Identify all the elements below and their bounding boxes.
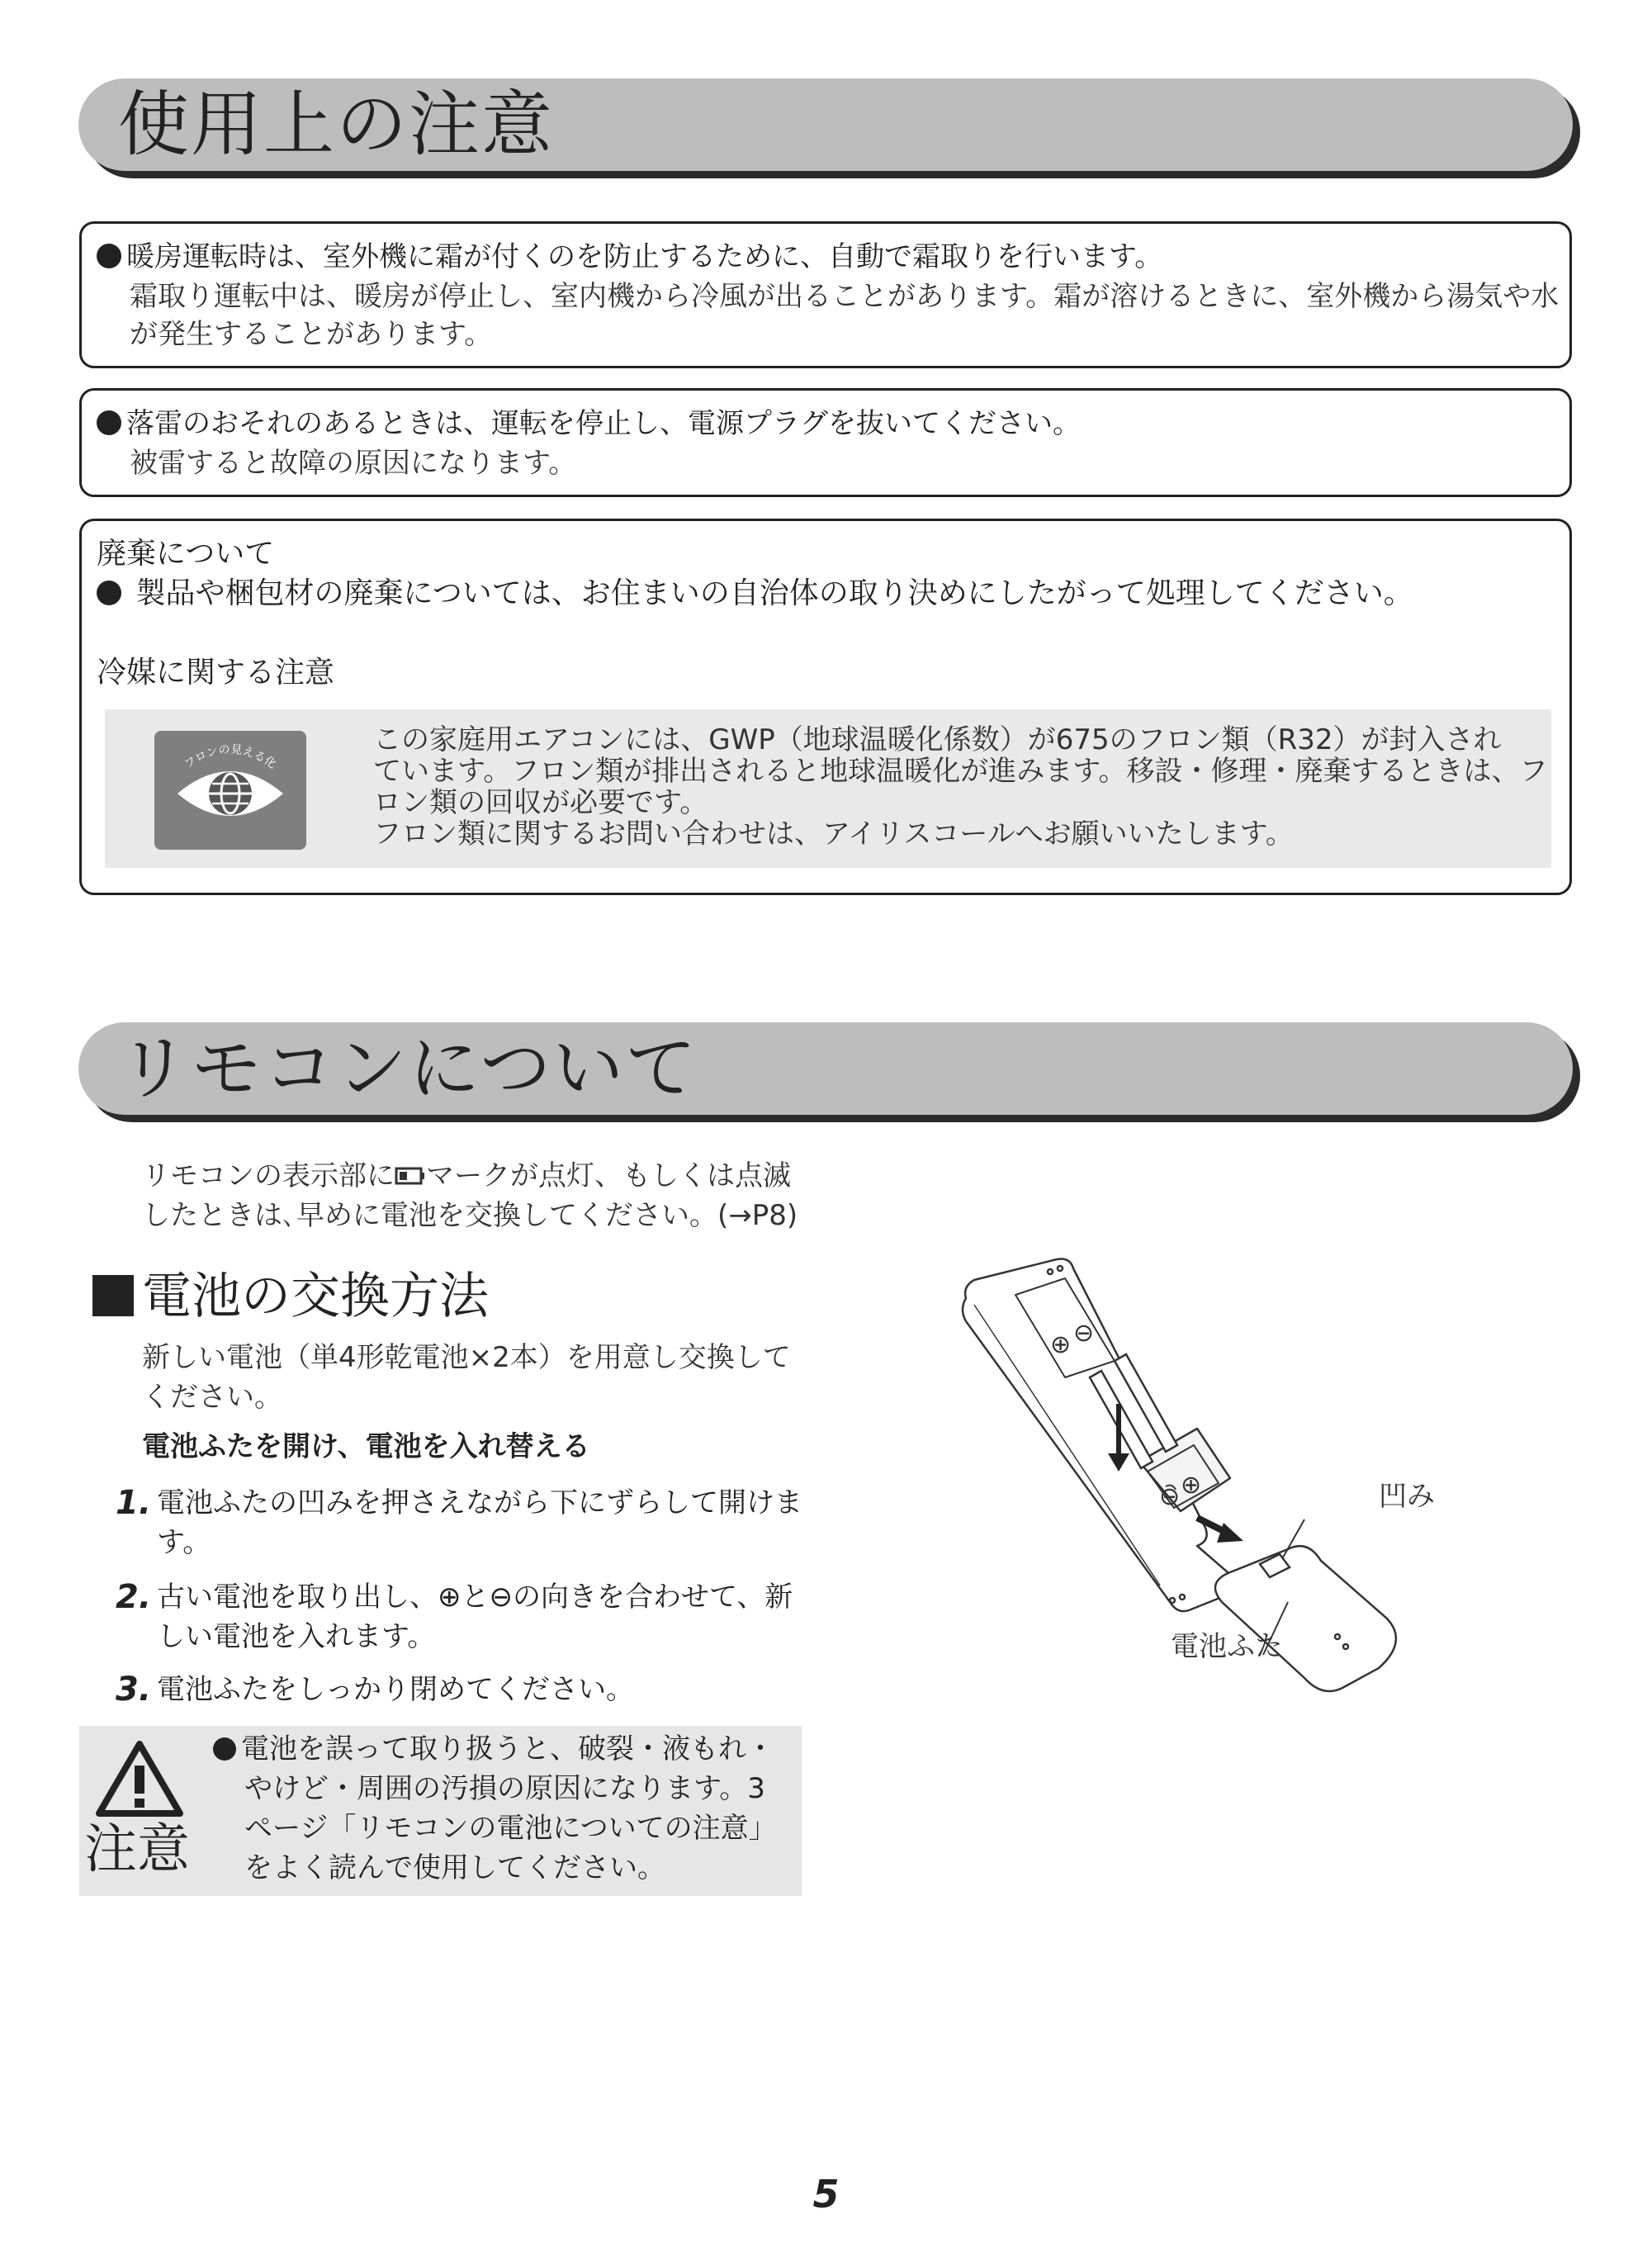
caution-line	[213, 1729, 774, 1769]
section-header-remote-control	[78, 1022, 1573, 1115]
square-bullet-icon	[92, 1275, 134, 1316]
caution-line: やけど・周囲の汚損の原因になります。3	[244, 1772, 765, 1805]
heading-text: 電池の交換方法	[142, 1268, 489, 1325]
prep-line: 新しい電池（単4形乾電池×2本）を用意し交換して	[142, 1341, 791, 1374]
intro-text: マークが点灯、もしくは点滅	[426, 1159, 791, 1192]
arrow-head-icon	[1217, 1523, 1243, 1543]
step-number: 3.	[116, 1671, 152, 1709]
intro-line: したときは､早めに電池を交換してください。(→P8)	[142, 1199, 798, 1232]
battery-cover-illustration	[1215, 1546, 1396, 1691]
bullet-icon	[213, 1737, 236, 1761]
step-text: 古い電池を取り出し、⊕と⊖の向きを合わせて、新	[157, 1581, 793, 1614]
svg-text:フロンの見える化	[182, 743, 279, 771]
refrigerant-text-line: ています。フロン類が排出されると地球温暖化が進みます。移設・修理・廃棄するときは、フ	[373, 755, 1548, 788]
notice-detail-line: 被雷すると故障の原因になります。	[130, 447, 577, 480]
notice-text: 落雷のおそれのあるときは、運転を停止し、電源プラグを抜いてください。	[126, 407, 1081, 440]
refrigerant-text-line: フロン類に関するお問い合わせは、アイリスコールへお願いいたします。	[373, 818, 1294, 851]
refrigerant-info-panel	[105, 709, 1551, 868]
intro-line	[142, 1156, 791, 1196]
refrigerant-text-line: ロン類の回収が必要です。	[373, 786, 708, 819]
caution-line: ページ「リモコンの電池についての注意」	[244, 1812, 777, 1845]
step-number: 2.	[116, 1578, 152, 1616]
step-text: す。	[157, 1526, 211, 1559]
minus-mark: ⊖	[1073, 1319, 1095, 1348]
caution-line: をよく読んで使用してください。	[244, 1851, 665, 1884]
notice-detail-line: 霜取り運転中は、暖房が停止し、室内機から冷風が出ることがあります。霜が溶けるときに、室外機から湯気や水	[130, 280, 1560, 313]
battery-replacement-heading	[92, 1267, 489, 1326]
logo-text: フロンの見える化	[182, 742, 279, 772]
eye-globe-icon	[154, 731, 306, 850]
section-title: 使用上の注意	[118, 83, 554, 166]
battery-cover-label: 電池ふた	[1171, 1630, 1283, 1663]
warning-triangle-icon	[94, 1739, 185, 1818]
notice-box-disposal-refrigerant	[79, 519, 1572, 895]
freon-visualization-logo	[154, 731, 306, 850]
disposal-bullet	[97, 576, 1413, 612]
recess-label: 凹み	[1379, 1480, 1435, 1513]
step-text: 電池ふたをしっかり閉めてください。	[157, 1673, 634, 1706]
bullet-icon	[97, 410, 121, 435]
remote-control-illustration	[963, 1258, 1236, 1611]
step-number: 1.	[116, 1484, 152, 1522]
notice-bullet	[97, 405, 1081, 442]
section-title: リモコンについて	[118, 1027, 698, 1110]
bullet-icon	[97, 244, 121, 268]
section-header-usage-notes	[78, 78, 1573, 171]
plus-mark: ⊕	[1181, 1471, 1202, 1500]
disposal-text: 製品や梱包材の廃棄については、お住まいの自治体の取り決めにしたがって処理してください。	[135, 576, 1413, 610]
disposal-heading: 廃棄について	[97, 537, 275, 571]
notice-box-lightning	[79, 388, 1572, 497]
minus-mark: ⊖	[1159, 1482, 1181, 1511]
notice-text: 暖房運転時は、室外機に霜が付くのを防止するために、自動で霜取りを行います。	[126, 240, 1163, 273]
step-text: 電池ふたの凹みを押さえながら下にずらして開けま	[157, 1486, 802, 1519]
intro-text: リモコンの表示部に	[142, 1159, 395, 1192]
bullet-icon	[97, 581, 121, 605]
prep-line: ください。	[142, 1381, 282, 1414]
battery-mark-icon	[395, 1165, 426, 1187]
refrigerant-text-line: この家庭用エアコンには、GWP（地球温暖化係数）が675のフロン類（R32）が封入され	[373, 723, 1502, 756]
refrigerant-heading: 冷媒に関する注意	[97, 656, 335, 690]
caution-text: 電池を誤って取り扱うと、破裂・液もれ・	[241, 1732, 774, 1766]
notice-detail-line: が発生することがあります。	[130, 318, 493, 351]
plus-mark: ⊕	[1050, 1330, 1072, 1359]
notice-bullet	[97, 239, 1162, 275]
battery-caution-box	[79, 1726, 802, 1896]
caution-label: 注意	[84, 1819, 190, 1880]
notice-box-defrost	[79, 221, 1572, 368]
step-text: しい電池を入れます。	[157, 1620, 436, 1653]
page-number: 5	[812, 2172, 840, 2216]
steps-subheading: 電池ふたを開け、電池を入れ替える	[142, 1430, 590, 1463]
